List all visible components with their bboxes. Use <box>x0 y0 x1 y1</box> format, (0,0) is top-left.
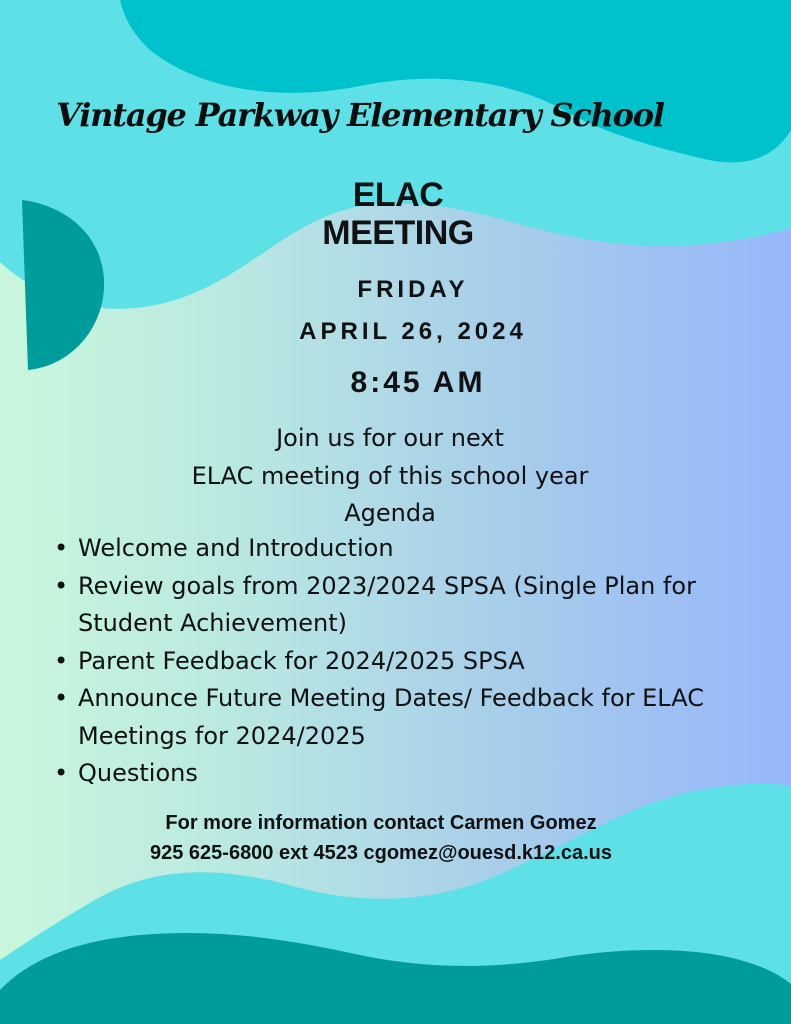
agenda-item: • Announce Future Meeting Dates/ Feedback for ELAC Meetings for 2024/2025 <box>54 680 754 755</box>
intro-line-1: Join us for our next <box>276 424 504 452</box>
agenda-item: • Parent Feedback for 2024/2025 SPSA <box>54 643 754 681</box>
agenda-item: • Welcome and Introduction <box>54 530 754 568</box>
contact-line-1: For more information contact Carmen Gomez <box>165 812 597 834</box>
title-line-1: ELAC <box>352 176 444 214</box>
intro-line-2: ELAC meeting of this school year <box>191 461 589 490</box>
agenda-heading: Agenda <box>344 499 436 527</box>
agenda-item: • Review goals from 2023/2024 SPSA (Single Plan for Student Achievement) <box>54 568 754 643</box>
meeting-title <box>0 176 791 252</box>
intro-text <box>0 420 780 533</box>
agenda-list <box>54 530 754 793</box>
meeting-day: FRIDAY <box>357 276 469 303</box>
meeting-date: APRIL 26, 2024 <box>299 318 527 345</box>
school-name: Vintage Parkway Elementary School <box>56 96 664 134</box>
agenda-item: • Questions <box>54 755 754 793</box>
title-line-2: MEETING <box>322 214 474 252</box>
contact-info <box>0 808 762 868</box>
contact-line-2: 925 625-6800 ext 4523 cgomez@ouesd.k12.ca.us <box>149 842 612 864</box>
meeting-time: 8:45 AM <box>350 366 486 399</box>
